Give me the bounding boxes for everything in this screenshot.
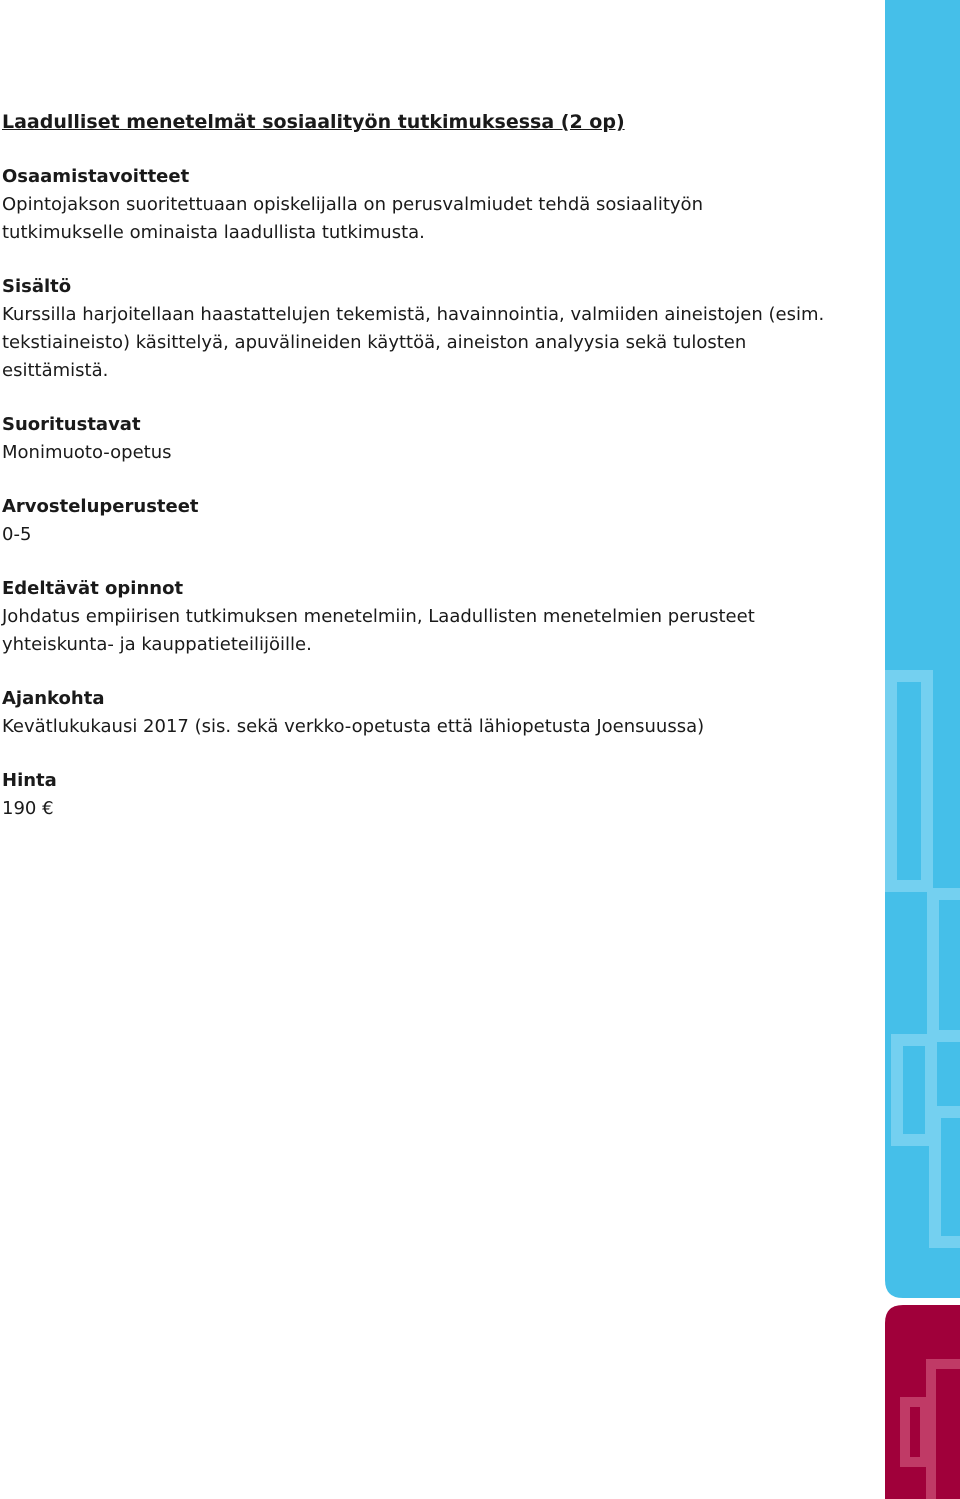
section-sisalto: [2, 273, 862, 385]
section-text-line: tekstiaineisto) käsittelyä, apuvälineiden käyttöä, aineiston analyysia sekä tulosten: [2, 332, 747, 353]
section-text-line: Monimuoto-opetus: [2, 442, 172, 463]
section-text-line: Opintojakson suoritettuaan opiskelijalla on perusvalmiudet tehdä sosiaalityön: [2, 194, 703, 215]
section-text-line: Kurssilla harjoitellaan haastattelujen tekemistä, havainnointia, valmiiden aineistojen (esim.: [2, 304, 825, 325]
section-edeltavat-opinnot: [2, 575, 862, 659]
section-heading: Hinta: [2, 770, 57, 791]
section-heading: Sisältö: [2, 276, 72, 297]
section-heading: Edeltävät opinnot: [2, 578, 184, 599]
document-title: Laadulliset menetelmät sosiaalityön tutkimuksessa (2 op): [2, 111, 625, 133]
section-text-line: yhteiskunta- ja kauppatieteilijöille.: [2, 634, 312, 655]
section-ajankohta: [2, 685, 862, 741]
section-arvosteluperusteet: [2, 493, 862, 549]
section-suoritustavat: [2, 411, 862, 467]
section-heading: Suoritustavat: [2, 414, 141, 435]
document-content: [2, 108, 862, 849]
section-osaamistavoitteet: [2, 163, 862, 247]
section-heading: Arvosteluperusteet: [2, 496, 199, 517]
decorative-side-band: [885, 0, 960, 1499]
section-text-line: tutkimukselle ominaista laadullista tutkimusta.: [2, 222, 425, 243]
section-hinta: [2, 767, 862, 823]
section-text-line: Johdatus empiirisen tutkimuksen menetelmiin, Laadullisten menetelmien perusteet: [2, 606, 755, 627]
section-heading: Ajankohta: [2, 688, 105, 709]
section-text-line: 190 €: [2, 798, 54, 819]
section-text-line: Kevätlukukausi 2017 (sis. sekä verkko-opetusta että lähiopetusta Joensuussa): [2, 716, 705, 737]
section-text-line: 0-5: [2, 524, 32, 545]
section-text-line: esittämistä.: [2, 360, 109, 381]
section-heading: Osaamistavoitteet: [2, 166, 190, 187]
